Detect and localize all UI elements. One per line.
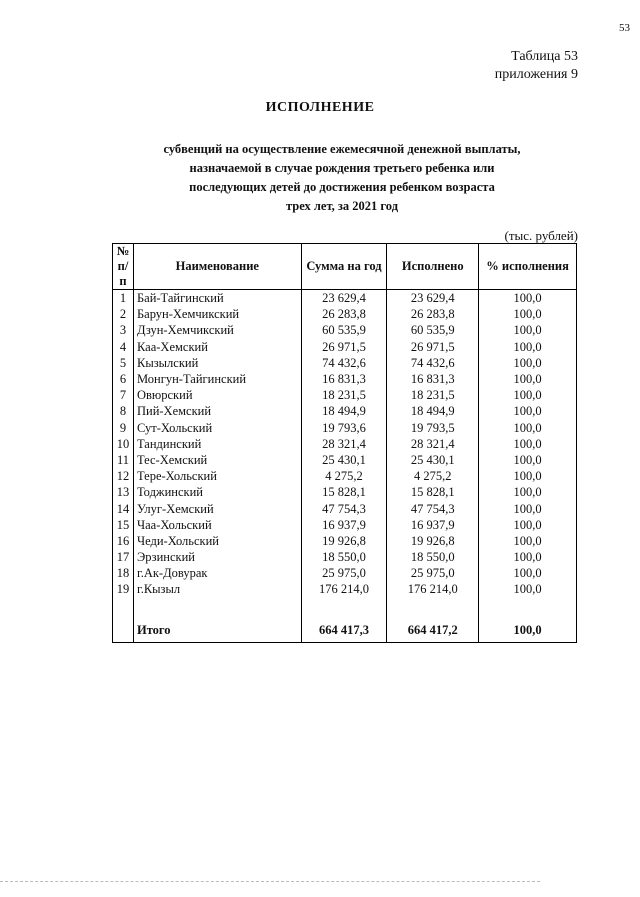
row-plan: 47 754,3 — [301, 500, 387, 516]
table-row — [113, 468, 577, 484]
row-percent: 100,0 — [479, 403, 577, 419]
row-name: Бай-Тайгинский — [133, 290, 301, 307]
spacer-row — [113, 598, 577, 618]
row-number: 7 — [113, 387, 134, 403]
row-done: 26 971,5 — [387, 339, 479, 355]
row-name: Овюрский — [133, 387, 301, 403]
page-number: 53 — [619, 22, 630, 34]
table-row — [113, 549, 577, 565]
row-plan: 25 430,1 — [301, 452, 387, 468]
col-header-plan: Сумма на год — [301, 244, 387, 290]
table-row — [113, 452, 577, 468]
table-reference — [495, 48, 578, 84]
units-label: (тыс. рублей) — [504, 228, 578, 243]
row-percent: 100,0 — [479, 306, 577, 322]
row-percent: 100,0 — [479, 290, 577, 307]
row-plan: 28 321,4 — [301, 436, 387, 452]
row-done: 176 214,0 — [387, 581, 479, 597]
row-percent: 100,0 — [479, 533, 577, 549]
row-number: 14 — [113, 500, 134, 516]
row-done: 26 283,8 — [387, 306, 479, 322]
row-plan: 60 535,9 — [301, 322, 387, 338]
row-percent: 100,0 — [479, 565, 577, 581]
row-plan: 19 793,6 — [301, 420, 387, 436]
row-percent: 100,0 — [479, 420, 577, 436]
row-number: 11 — [113, 452, 134, 468]
table-row — [113, 581, 577, 597]
row-name: Улуг-Хемский — [133, 500, 301, 516]
row-plan: 16 937,9 — [301, 517, 387, 533]
row-done: 18 550,0 — [387, 549, 479, 565]
row-name: Тере-Хольский — [133, 468, 301, 484]
row-done: 19 926,8 — [387, 533, 479, 549]
col-header-number — [113, 244, 134, 290]
col-header-name: Наименование — [133, 244, 301, 290]
row-done: 60 535,9 — [387, 322, 479, 338]
row-plan: 4 275,2 — [301, 468, 387, 484]
row-done: 15 828,1 — [387, 484, 479, 500]
table-row — [113, 420, 577, 436]
row-done: 18 231,5 — [387, 387, 479, 403]
table-row — [113, 290, 577, 307]
row-done: 19 793,5 — [387, 420, 479, 436]
table-row — [113, 565, 577, 581]
row-number: 2 — [113, 306, 134, 322]
row-done: 4 275,2 — [387, 468, 479, 484]
table-row — [113, 517, 577, 533]
table-header-row — [113, 244, 577, 290]
total-done: 664 417,2 — [387, 618, 479, 643]
row-percent: 100,0 — [479, 549, 577, 565]
row-percent: 100,0 — [479, 339, 577, 355]
row-number: 5 — [113, 355, 134, 371]
row-number: 1 — [113, 290, 134, 307]
total-label: Итого — [133, 618, 301, 643]
row-percent: 100,0 — [479, 436, 577, 452]
row-number: 13 — [113, 484, 134, 500]
total-percent: 100,0 — [479, 618, 577, 643]
row-number: 15 — [113, 517, 134, 533]
table-ref-line: Таблица 53 — [511, 49, 578, 64]
total-number-cell — [113, 618, 134, 643]
row-plan: 23 629,4 — [301, 290, 387, 307]
table-row — [113, 484, 577, 500]
row-done: 74 432,6 — [387, 355, 479, 371]
row-number: 4 — [113, 339, 134, 355]
row-plan: 25 975,0 — [301, 565, 387, 581]
total-plan: 664 417,3 — [301, 618, 387, 643]
row-percent: 100,0 — [479, 322, 577, 338]
row-plan: 16 831,3 — [301, 371, 387, 387]
row-done: 23 629,4 — [387, 290, 479, 307]
col-header-done: Исполнено — [387, 244, 479, 290]
table-row — [113, 371, 577, 387]
row-name: Тоджинский — [133, 484, 301, 500]
table-body — [113, 290, 577, 598]
row-done: 16 831,3 — [387, 371, 479, 387]
row-name: Монгун-Тайгинский — [133, 371, 301, 387]
document-heading: ИСПОЛНЕНИЕ — [265, 100, 375, 115]
row-percent: 100,0 — [479, 484, 577, 500]
col-header-percent: % исполнения — [479, 244, 577, 290]
row-done: 25 430,1 — [387, 452, 479, 468]
row-number: 12 — [113, 468, 134, 484]
row-percent: 100,0 — [479, 355, 577, 371]
total-row — [113, 618, 577, 643]
row-number: 9 — [113, 420, 134, 436]
table-row — [113, 403, 577, 419]
row-name: г.Ак-Довурак — [133, 565, 301, 581]
table-row — [113, 533, 577, 549]
row-name: Каа-Хемский — [133, 339, 301, 355]
row-done: 47 754,3 — [387, 500, 479, 516]
table-row — [113, 500, 577, 516]
row-name: Тандинский — [133, 436, 301, 452]
row-plan: 18 550,0 — [301, 549, 387, 565]
row-name: Сут-Хольский — [133, 420, 301, 436]
row-number: 3 — [113, 322, 134, 338]
table-row — [113, 355, 577, 371]
row-name: Пий-Хемский — [133, 403, 301, 419]
row-plan: 18 494,9 — [301, 403, 387, 419]
row-name: Чаа-Хольский — [133, 517, 301, 533]
execution-table — [112, 243, 577, 643]
table-row — [113, 322, 577, 338]
row-plan: 18 231,5 — [301, 387, 387, 403]
row-percent: 100,0 — [479, 468, 577, 484]
row-plan: 176 214,0 — [301, 581, 387, 597]
row-plan: 19 926,8 — [301, 533, 387, 549]
row-percent: 100,0 — [479, 452, 577, 468]
row-number: 16 — [113, 533, 134, 549]
row-plan: 74 432,6 — [301, 355, 387, 371]
table-row — [113, 436, 577, 452]
row-name: Барун-Хемчикский — [133, 306, 301, 322]
row-number: 17 — [113, 549, 134, 565]
subtitle-line: последующих детей до достижения ребенком возраста — [189, 180, 495, 194]
row-percent: 100,0 — [479, 517, 577, 533]
table-row — [113, 387, 577, 403]
row-name: Эрзинский — [133, 549, 301, 565]
row-number: 19 — [113, 581, 134, 597]
row-plan: 26 283,8 — [301, 306, 387, 322]
row-plan: 15 828,1 — [301, 484, 387, 500]
row-percent: 100,0 — [479, 581, 577, 597]
row-done: 28 321,4 — [387, 436, 479, 452]
row-percent: 100,0 — [479, 387, 577, 403]
table-row — [113, 339, 577, 355]
subtitle-line: трех лет, за 2021 год — [285, 199, 399, 213]
document-subtitle — [0, 140, 640, 216]
table-row — [113, 306, 577, 322]
row-number: 6 — [113, 371, 134, 387]
row-name: Кызылский — [133, 355, 301, 371]
col-header-number-line2: п/п — [117, 259, 129, 288]
col-header-number-line1: № — [116, 244, 130, 258]
row-name: Дзун-Хемчикский — [133, 322, 301, 338]
row-name: г.Кызыл — [133, 581, 301, 597]
appendix-ref-line: приложения 9 — [494, 67, 578, 82]
row-number: 10 — [113, 436, 134, 452]
subtitle-line: назначаемой в случае рождения третьего ребенка или — [189, 161, 495, 175]
row-done: 16 937,9 — [387, 517, 479, 533]
row-plan: 26 971,5 — [301, 339, 387, 355]
row-number: 8 — [113, 403, 134, 419]
subtitle-line: субвенций на осуществление ежемесячной денежной выплаты, — [163, 142, 521, 156]
row-done: 18 494,9 — [387, 403, 479, 419]
row-name: Тес-Хемский — [133, 452, 301, 468]
row-number: 18 — [113, 565, 134, 581]
footer-divider — [0, 881, 540, 882]
row-percent: 100,0 — [479, 500, 577, 516]
row-done: 25 975,0 — [387, 565, 479, 581]
row-name: Чеди-Хольский — [133, 533, 301, 549]
row-percent: 100,0 — [479, 371, 577, 387]
